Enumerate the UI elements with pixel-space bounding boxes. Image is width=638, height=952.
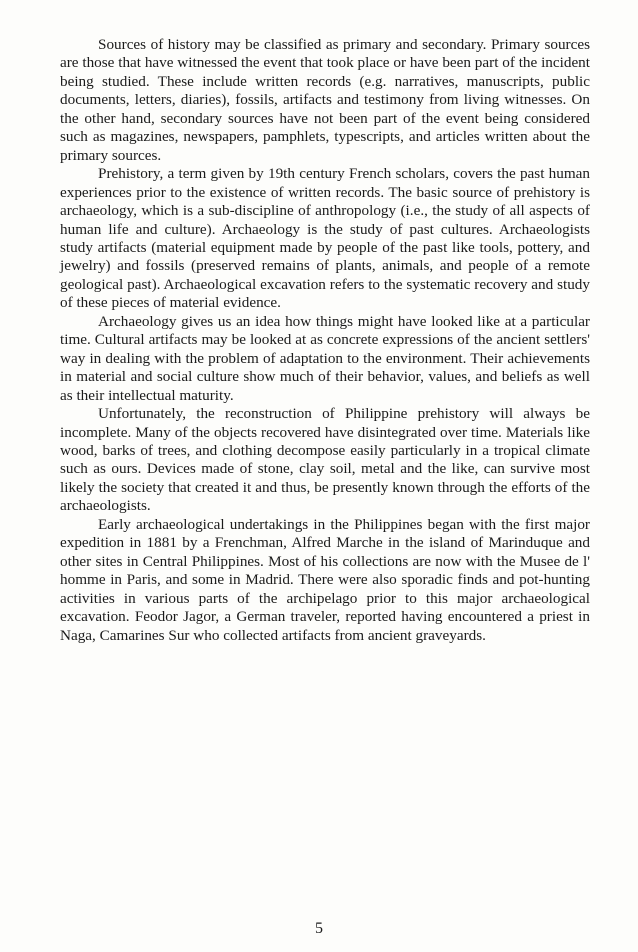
paragraph-archaeology: Archaeology gives us an idea how things might have looked like at a particular time. Cultural artifacts may be looked at as concrete expressions of the ancient settlers' way in dealing with the problem of adaptation to the environment. Their achievements in material and social culture show much of their behavior, values, and beliefs as well as their intellectual maturity. xyxy=(60,312,590,404)
page-body xyxy=(60,36,590,645)
paragraph-early-undertakings: Early archaeological undertakings in the Philippines began with the first major expedition in 1881 by a Frenchman, Alfred Marche in the island of Marinduque and other sites in Central Philippines. Most of his collections are now with the Musee de l' homme in Paris, and some in Madrid. There were also sporadic finds and pot-hunting activities in various parts of the archipelago prior to this major archaeological excavation. Feodor Jagor, a German traveler, reported having encountered a priest in Naga, Camarines Sur who collected artifacts from ancient graveyards. xyxy=(60,515,590,644)
paragraph-sources-of-history: Sources of history may be classified as primary and secondary. Primary sources are those that have witnessed the event that took place or have been part of the incident being studied. These include written records (e.g. narratives, manuscripts, public documents, letters, diaries), fossils, artifacts and testimony from living witnesses. On the other hand, secondary sources have not been part of the event being considered such as magazines, newspapers, pamphlets, typescripts, and articles written about the primary sources. xyxy=(60,36,590,164)
paragraph-reconstruction: Unfortunately, the reconstruction of Philippine prehistory will always be incomplete. Many of the objects recovered have disintegrated over time. Materials like wood, barks of trees, and clothing decompose easily particularly in a tropical climate such as ours. Devices made of stone, clay soil, metal and the like, can survive most likely the society that created it and thus, be presently known through the efforts of the archaeologists. xyxy=(60,405,590,515)
paragraph-prehistory: Prehistory, a term given by 19th century French scholars, covers the past human experiences prior to the existence of written records. The basic source of prehistory is archaeology, which is a sub-discipline of anthropology (i.e., the study of all aspects of human life and culture). Archaeology is the study of past cultures. Archaeologists study artifacts (material equipment made by people of the past like tools, pottery, and jewelry) and fossils (preserved remains of plants, animals, and people of a remote geological past). Archaeological excavation refers to the systematic recovery and study of these pieces of material evidence. xyxy=(60,165,590,312)
page-number: 5 xyxy=(315,920,323,937)
